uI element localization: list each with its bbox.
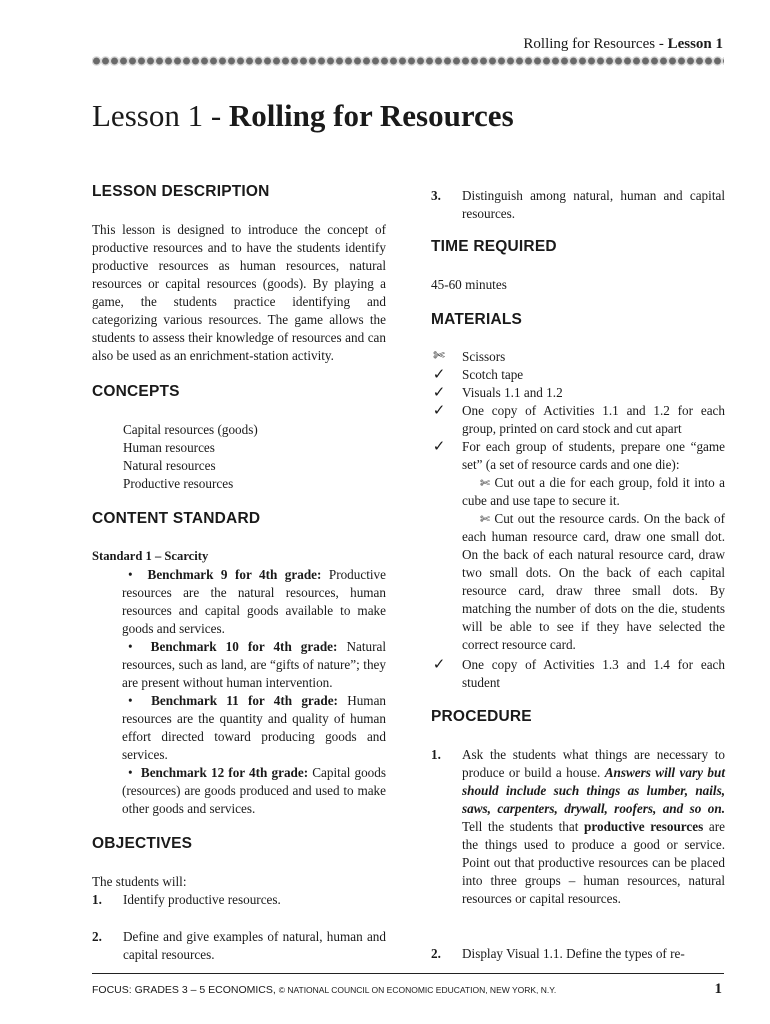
running-header-lesson: Lesson 1 bbox=[667, 36, 723, 52]
content-standard-heading: CONTENT STANDARD bbox=[92, 510, 261, 527]
concepts-heading: CONCEPTS bbox=[92, 383, 180, 400]
procedure-step-text bbox=[462, 746, 725, 908]
time-required-value: 45-60 minutes bbox=[431, 277, 507, 292]
material-item: For each group of students, prepare one “game set” (a set of resource cards and one die): bbox=[462, 439, 725, 472]
objective-text: Distinguish among natural, human and capital resources. bbox=[462, 188, 725, 221]
material-item: One copy of Activities 1.1 and 1.2 for each group, printed on card stock and cut apart bbox=[462, 403, 725, 436]
material-sub-text: Cut out a die for each group, fold it into a cube and use tape to secure it. bbox=[462, 475, 726, 508]
scissors-icon: ✄ bbox=[433, 349, 445, 364]
objective-text: Identify productive resources. bbox=[123, 892, 281, 907]
concept-item: Human resources bbox=[123, 440, 215, 455]
benchmark-item bbox=[122, 566, 386, 638]
page-title bbox=[92, 98, 514, 134]
material-item: Scotch tape bbox=[462, 367, 524, 382]
footer-text: FOCUS: GRADES 3 – 5 ECONOMICS, bbox=[92, 984, 279, 996]
lesson-description-heading: LESSON DESCRIPTION bbox=[92, 183, 270, 200]
material-item: Visuals 1.1 and 1.2 bbox=[462, 385, 563, 400]
time-required-heading: TIME REQUIRED bbox=[431, 238, 557, 255]
material-sub-item bbox=[462, 474, 725, 510]
objective-number: 3. bbox=[431, 188, 441, 203]
procedure-step-answer: Answers will vary but should include such things as lumber, nails, saws, carpenters, drywall, roofers, and so on. bbox=[462, 765, 725, 816]
objective-number: 2. bbox=[92, 929, 102, 944]
material-sub-item bbox=[462, 510, 725, 654]
checkmark-icon: ✓ bbox=[432, 439, 446, 455]
checkmark-icon: ✓ bbox=[432, 385, 446, 401]
objectives-intro: The students will: bbox=[92, 874, 187, 889]
procedure-heading: PROCEDURE bbox=[431, 708, 532, 725]
procedure-step-text-c: are the things used to produce a good or service. Point out that productive resources can be placed into three groups – human resources, natural resources or capital resources. bbox=[462, 819, 725, 906]
page-title-prefix: Lesson 1 - bbox=[92, 98, 229, 133]
procedure-step-number: 1. bbox=[431, 747, 441, 762]
benchmark-text: Capital goods (resources) are goods produced and used to make other goods and services. bbox=[122, 765, 386, 816]
page-title-bold: Rolling for Resources bbox=[228, 98, 514, 133]
concept-item: Natural resources bbox=[123, 458, 216, 473]
checkmark-icon: ✓ bbox=[432, 657, 446, 673]
standard-title: Standard 1 – Scarcity bbox=[92, 549, 209, 563]
objectives-heading: OBJECTIVES bbox=[92, 835, 193, 852]
benchmark-label: Benchmark 9 for 4th grade: bbox=[147, 567, 322, 582]
decorative-border-strip bbox=[92, 55, 724, 67]
benchmark-text: Natural resources, such as land, are “gifts of nature”; they are present without human intervention. bbox=[122, 639, 387, 690]
benchmark-label: Benchmark 12 for 4th grade: bbox=[140, 765, 309, 780]
concept-item: Capital resources (goods) bbox=[123, 422, 258, 437]
benchmark-item bbox=[122, 692, 386, 764]
material-item: One copy of Activities 1.3 and 1.4 for each student bbox=[462, 657, 725, 690]
benchmark-bullet: • bbox=[128, 567, 133, 582]
procedure-step-text: Display Visual 1.1. Define the types of re- bbox=[462, 946, 685, 961]
footer-copyright: © NATIONAL COUNCIL ON ECONOMIC EDUCATION, NEW YORK, N.Y. bbox=[278, 985, 557, 995]
benchmark-bullet: • bbox=[128, 765, 133, 780]
checkmark-icon: ✓ bbox=[432, 367, 446, 383]
footer-rule bbox=[92, 973, 724, 974]
procedure-step-text-a: Ask the students what things are necessary to produce or build a house. bbox=[462, 747, 725, 780]
lesson-description-body: This lesson is designed to introduce the concept of productive resources and to have the students identify productive resources as human resources, natural resources or capital resources (goods). By playing a game, the students practice identifying and categorizing various resources. The game allows the students to assess their knowledge of resources and can also be used as an enrichment-station activity. bbox=[92, 222, 386, 363]
benchmark-item bbox=[122, 638, 386, 692]
checkmark-icon: ✓ bbox=[432, 403, 446, 419]
benchmark-label: Benchmark 10 for 4th grade: bbox=[150, 639, 338, 654]
benchmark-label: Benchmark 11 for 4th grade: bbox=[151, 693, 338, 708]
benchmark-bullet: • bbox=[128, 639, 133, 654]
procedure-step-number: 2. bbox=[431, 946, 441, 961]
objective-text: Define and give examples of natural, human and capital resources. bbox=[123, 929, 386, 962]
procedure-step-text-b: Tell the students that bbox=[462, 819, 585, 834]
objective-number: 1. bbox=[92, 892, 102, 907]
scissors-icon: ✄ bbox=[480, 476, 491, 490]
running-header bbox=[523, 36, 723, 53]
benchmark-text: Productive resources are the natural resources, human resources and capital goods available to make goods and services. bbox=[122, 567, 386, 636]
material-item: Scissors bbox=[462, 349, 506, 364]
benchmark-text: Human resources are the quantity and quality of human effort directed toward producing goods and services. bbox=[122, 693, 387, 762]
page-number: 1 bbox=[714, 981, 722, 997]
concept-item: Productive resources bbox=[123, 476, 234, 491]
material-sub-text: Cut out the resource cards. On the back of each human resource card, draw one small dot. On the back of each natural resource card, draw two small dots. On the back of each capital resource card, draw three small dots. By matching the number of dots on the die, students will be able to see if they have selected the correct resource card. bbox=[462, 511, 725, 652]
benchmark-bullet: • bbox=[128, 693, 133, 708]
footer bbox=[92, 984, 556, 996]
benchmark-item bbox=[122, 764, 386, 818]
running-header-title: Rolling for Resources - bbox=[523, 36, 668, 52]
procedure-step-term: productive resources bbox=[584, 819, 704, 834]
scissors-icon: ✄ bbox=[480, 512, 491, 526]
materials-heading: MATERIALS bbox=[431, 311, 523, 328]
